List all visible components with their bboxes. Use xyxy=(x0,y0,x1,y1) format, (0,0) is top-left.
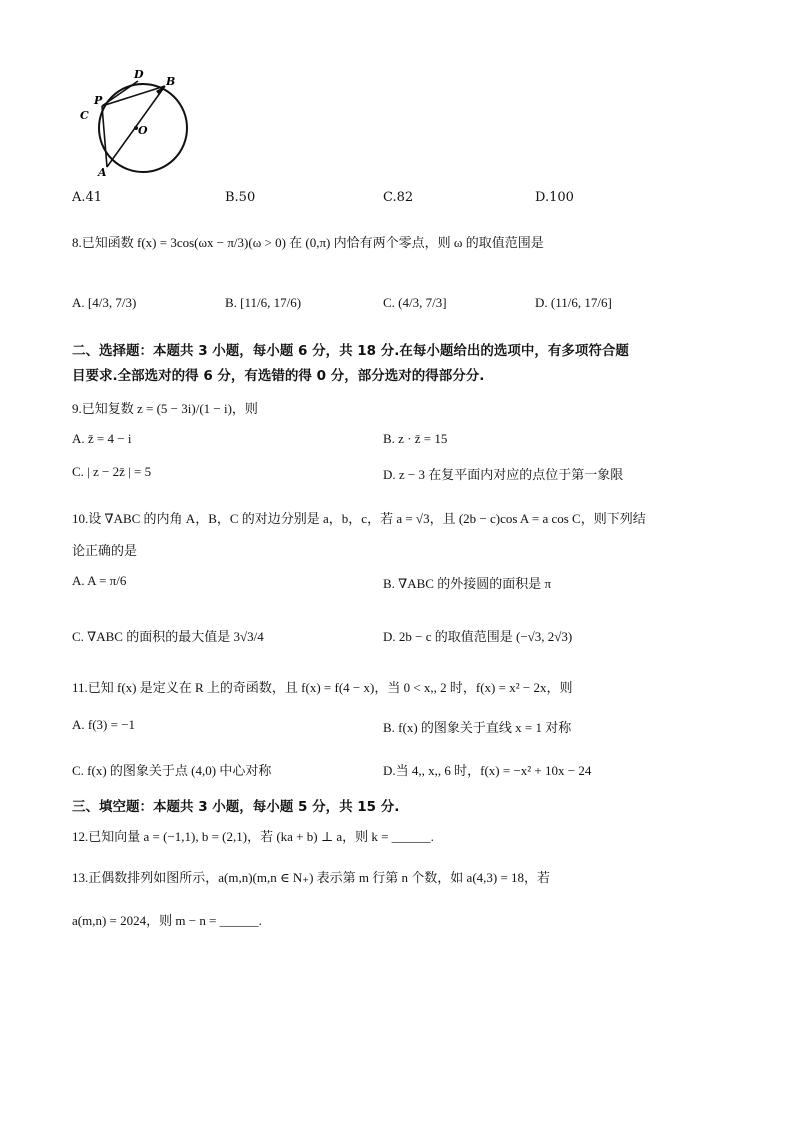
q10-option-d: D. 2b − c 的取值范围是 (−√3, 2√3) xyxy=(383,629,573,644)
section3-heading: 三、填空题：本题共 3 小题，每小题 5 分，共 15 分. xyxy=(72,799,400,815)
q11-option-b: B. f(x) 的图象关于直线 x = 1 对称 xyxy=(383,720,572,735)
q13-stem-line2: a(m,n) = 2024，则 m − n = ______. xyxy=(72,913,262,928)
q7-option-a: A.41 xyxy=(72,190,103,205)
section2-heading-line1: 二、选择题：本题共 3 小题，每小题 6 分，共 18 分.在每小题给出的选项中，有多项符合题 xyxy=(72,343,629,359)
label-c: C xyxy=(80,109,89,122)
label-b: B xyxy=(166,75,176,88)
q10-stem-line1: 10.设 ∇ABC 的内角 A，B，C 的对边分别是 a，b，c，若 a = √3，且 (2b − c)cos A = a cos C，则下列结 xyxy=(72,511,646,526)
q9-option-c: C. | z − 2z̄ | = 5 xyxy=(72,464,152,479)
q9-option-d: D. z − 3 在复平面内对应的点位于第一象限 xyxy=(383,467,624,482)
q7-option-c: C.82 xyxy=(383,190,414,205)
q9-option-b: B. z · z̄ = 15 xyxy=(383,431,448,446)
q7-option-d: D.100 xyxy=(535,190,574,205)
label-d: D xyxy=(134,68,144,81)
label-p: P xyxy=(94,94,103,107)
q9-stem: 9.已知复数 z = (5 − 3i)/(1 − i)，则 xyxy=(72,401,258,416)
q10-stem-line2: 论正确的是 xyxy=(72,543,138,558)
q13-stem-line1: 13.正偶数排列如图所示，a(m,n)(m,n ∈ N₊) 表示第 m 行第 n 个数，如 a(4,3) = 18，若 xyxy=(72,870,551,885)
q11-stem: 11.已知 f(x) 是定义在 R 上的奇函数，且 f(x) = f(4 − x)，当 0 < x,, 2 时，f(x) = x² − 2x，则 xyxy=(72,680,573,695)
q11-option-d: D.当 4,, x,, 6 时，f(x) = −x² + 10x − 24 xyxy=(383,763,592,778)
label-a: A xyxy=(98,166,107,179)
q8-option-b: B. [11/6, 17/6) xyxy=(225,295,302,310)
q11-option-c: C. f(x) 的图象关于点 (4,0) 中心对称 xyxy=(72,763,272,778)
q10-option-c: C. ∇ABC 的面积的最大值是 3√3/4 xyxy=(72,629,264,644)
q8-option-c: C. (4/3, 7/3] xyxy=(383,295,447,310)
circle-figure xyxy=(74,64,194,179)
section2-heading-line2: 目要求.全部选对的得 6 分，有选错的得 0 分，部分选对的得部分分. xyxy=(72,368,485,384)
q7-option-b: B.50 xyxy=(225,190,256,205)
q10-option-a: A. A = π/6 xyxy=(72,573,127,588)
chord-pd xyxy=(102,81,138,106)
q8-stem: 8.已知函数 f(x) = 3cos(ωx − π/3)(ω > 0) 在 (0,π) 内恰有两个零点，则 ω 的取值范围是 xyxy=(72,235,544,250)
q8-option-d: D. (11/6, 17/6] xyxy=(535,295,612,310)
q10-option-b: B. ∇ABC 的外接圆的面积是 π xyxy=(383,576,552,591)
label-o: O xyxy=(138,124,148,137)
q9-option-a: A. z̄ = 4 − i xyxy=(72,431,132,446)
chord-pa xyxy=(102,106,107,167)
q11-option-a: A. f(3) = −1 xyxy=(72,717,136,732)
q8-option-a: A. [4/3, 7/3) xyxy=(72,295,137,310)
q12-stem: 12.已知向量 a = (−1,1), b = (2,1)，若 (ka + b) ⊥ a，则 k = ______. xyxy=(72,829,434,844)
